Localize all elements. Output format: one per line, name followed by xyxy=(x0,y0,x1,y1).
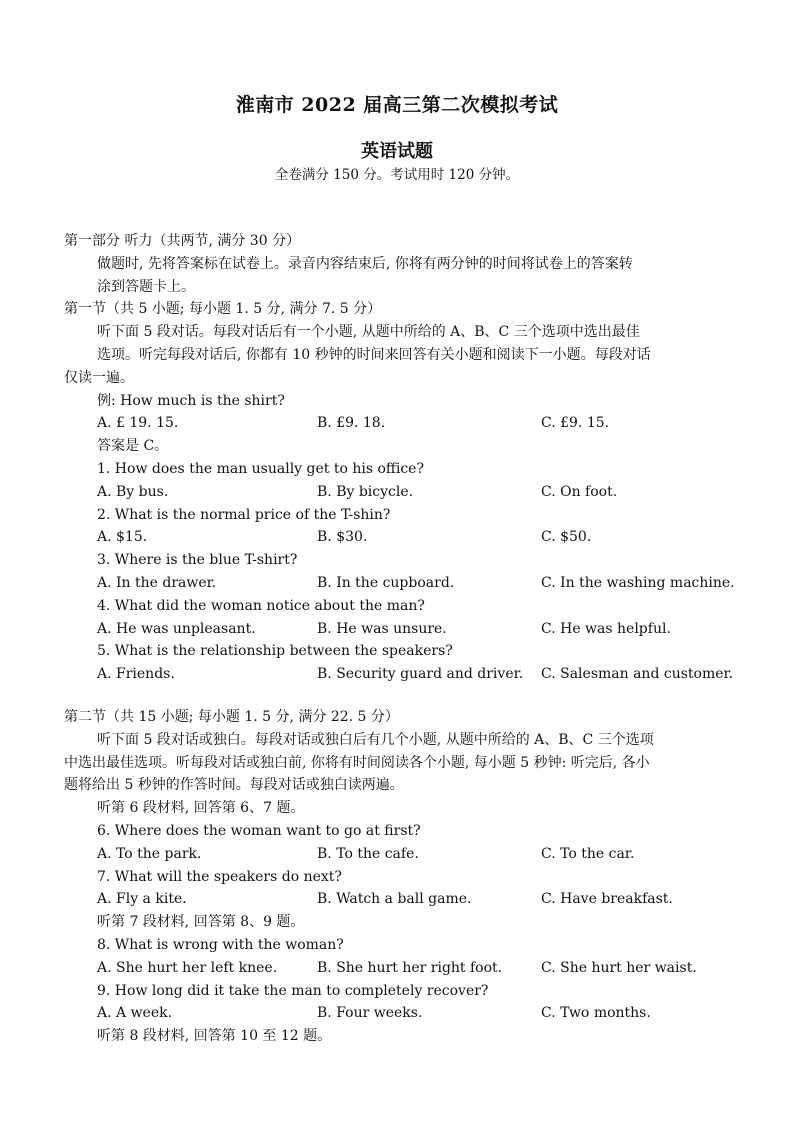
example-options xyxy=(64,412,734,435)
question-7: 7. What will the speakers do next? xyxy=(97,868,342,885)
option-c: C. In the washing machine. xyxy=(541,574,735,591)
question-5: 5. What is the relationship between the speakers? xyxy=(97,643,453,660)
option-b: B. $30. xyxy=(317,529,368,546)
material-6-heading: 听第 6 段材料, 回答第 6、7 题。 xyxy=(97,800,305,817)
option-c: C. On foot. xyxy=(541,483,618,500)
question-1-options xyxy=(64,481,734,504)
example-answer: 答案是 C。 xyxy=(97,438,169,455)
question-3: 3. Where is the blue T-shirt? xyxy=(97,552,298,569)
option-a: A. A week. xyxy=(97,1005,173,1022)
section2-instruction: 题将给出 5 秒钟的作答时间。每段对话或独白读两遍。 xyxy=(64,777,404,794)
section1-instruction: 仅读一遍。 xyxy=(64,369,134,386)
section2-heading: 第二节（共 15 小题; 每小题 1. 5 分, 满分 22. 5 分） xyxy=(64,708,399,725)
option-a: A. £ 19. 15. xyxy=(97,415,179,432)
option-a: A. She hurt her left knee. xyxy=(97,959,278,976)
exam-body xyxy=(64,230,734,1048)
option-b: B. He was unsure. xyxy=(317,620,447,637)
question-9-options xyxy=(64,1002,734,1025)
option-c: C. Two months. xyxy=(541,1005,651,1022)
subject-title: 英语试题 xyxy=(361,141,433,162)
option-c: C. To the car. xyxy=(541,845,635,862)
option-c: C. Salesman and customer. xyxy=(541,666,734,683)
section1-heading: 第一节（共 5 小题; 每小题 1. 5 分, 满分 7. 5 分） xyxy=(64,301,382,318)
option-a: A. In the drawer. xyxy=(97,574,217,591)
question-9: 9. How long did it take the man to completely recover? xyxy=(97,982,489,999)
option-c: C. Have breakfast. xyxy=(541,891,673,908)
question-4: 4. What did the woman notice about the man? xyxy=(97,597,425,614)
exam-meta: 全卷满分 150 分。考试用时 120 分钟。 xyxy=(274,167,520,183)
option-b: B. By bicycle. xyxy=(317,483,414,500)
example-question: 例: How much is the shirt? xyxy=(97,392,285,409)
material-7-heading: 听第 7 段材料, 回答第 8、9 题。 xyxy=(97,914,305,931)
option-c: C. £9. 15. xyxy=(541,415,610,432)
question-3-options xyxy=(64,572,734,595)
option-a: A. To the park. xyxy=(97,845,202,862)
option-a: A. Fly a kite. xyxy=(97,891,187,908)
material-8-heading: 听第 8 段材料, 回答第 10 至 12 题。 xyxy=(97,1028,332,1045)
option-b: B. Security guard and driver. xyxy=(317,666,524,683)
option-a: A. $15. xyxy=(97,529,148,546)
question-2-options xyxy=(64,526,734,549)
option-b: B. In the cupboard. xyxy=(317,574,455,591)
option-c: C. $50. xyxy=(541,529,592,546)
question-7-options xyxy=(64,888,734,911)
question-6-options xyxy=(64,843,734,866)
question-1: 1. How does the man usually get to his office? xyxy=(97,460,424,477)
option-b: B. Four weeks. xyxy=(317,1005,423,1022)
option-b: B. She hurt her right foot. xyxy=(317,959,503,976)
question-4-options xyxy=(64,618,734,641)
exam-title: 淮南市 2022 届高三第二次模拟考试 xyxy=(235,94,559,116)
section2-instruction: 听下面 5 段对话或独白。每段对话或独白后有几个小题, 从题中所给的 A、B、C 三个选项 xyxy=(97,731,654,748)
option-a: A. By bus. xyxy=(97,483,169,500)
question-8: 8. What is wrong with the woman? xyxy=(97,936,344,953)
section-spacer xyxy=(64,686,734,706)
question-5-options xyxy=(64,663,734,686)
question-2: 2. What is the normal price of the T-shin? xyxy=(97,506,391,523)
section1-instruction: 选项。听完每段对话后, 你都有 10 秒钟的时间来回答有关小题和阅读下一小题。每段对话 xyxy=(97,346,651,363)
section2-instruction: 中选出最佳选项。听每段对话或独白前, 你将有时间阅读各个小题, 每小题 5 秒钟: 听完后, 各小 xyxy=(64,754,650,771)
option-b: B. To the cafe. xyxy=(317,845,419,862)
part1-instruction: 做题时, 先将答案标在试卷上。录音内容结束后, 你将有两分钟的时间将试卷上的答案转 xyxy=(97,255,633,272)
option-a: A. Friends. xyxy=(97,666,175,683)
part1-instruction: 涂到答题卡上。 xyxy=(97,278,195,295)
part1-heading: 第一部分 听力（共两节, 满分 30 分） xyxy=(64,233,301,249)
option-c: C. He was helpful. xyxy=(541,620,671,637)
option-b: B. £9. 18. xyxy=(317,415,386,432)
option-a: A. He was unpleasant. xyxy=(97,620,256,637)
section1-instruction: 听下面 5 段对话。每段对话后有一个小题, 从题中所给的 A、B、C 三个选项中选出最佳 xyxy=(97,324,640,341)
question-6: 6. Where does the woman want to go at first? xyxy=(97,822,421,839)
option-c: C. She hurt her waist. xyxy=(541,959,697,976)
question-8-options xyxy=(64,957,734,980)
option-b: B. Watch a ball game. xyxy=(317,891,472,908)
